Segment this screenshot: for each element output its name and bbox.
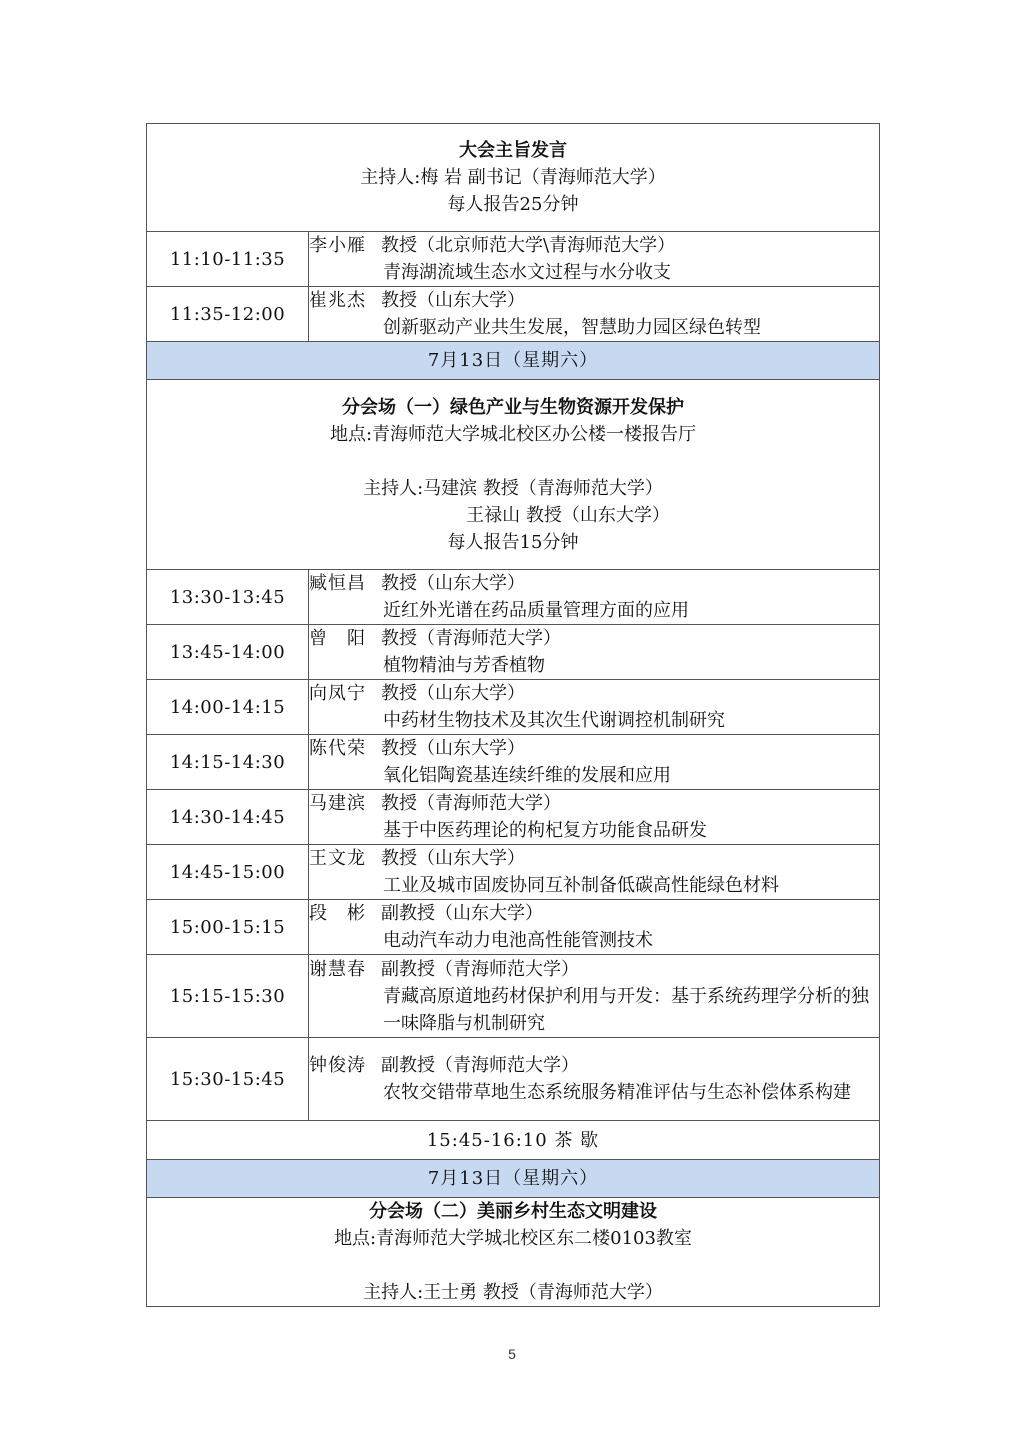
speaker-name: 马建滨 bbox=[309, 793, 366, 814]
plenary-header bbox=[147, 124, 880, 232]
session1-title: 分会场（一）绿色产业与生物资源开发保护 bbox=[342, 396, 684, 418]
talk-time: 13:45-14:00 bbox=[147, 625, 309, 680]
talk-cell bbox=[309, 625, 880, 680]
table-row bbox=[147, 845, 880, 900]
speaker-role: 教授（青海师范大学） bbox=[381, 628, 561, 649]
session1-location: 地点:青海师范大学城北校区办公楼一楼报告厅 bbox=[329, 423, 697, 445]
talk-title: 青海湖流域生态水文过程与水分收支 bbox=[383, 262, 671, 283]
speaker-role: 副教授（青海师范大学） bbox=[381, 1055, 579, 1076]
speaker-name: 钟俊涛 bbox=[309, 1055, 366, 1076]
day-header: 7月13日（星期六） bbox=[147, 1160, 880, 1198]
session1-header bbox=[147, 380, 880, 570]
speaker-name: 陈代荣 bbox=[309, 738, 366, 759]
speaker-name: 臧恒昌 bbox=[309, 573, 366, 594]
table-row bbox=[147, 735, 880, 790]
talk-cell bbox=[309, 1038, 880, 1121]
talk-cell bbox=[309, 232, 880, 287]
page-number: 5 bbox=[508, 1346, 516, 1362]
talk-cell bbox=[309, 570, 880, 625]
talk-time: 15:15-15:30 bbox=[147, 955, 309, 1038]
talk-time: 11:35-12:00 bbox=[147, 287, 309, 342]
speaker-name: 李小雁 bbox=[309, 235, 366, 256]
talk-title: 创新驱动产业共生发展，智慧助力园区绿色转型 bbox=[383, 317, 761, 338]
speaker-role: 教授（青海师范大学） bbox=[381, 793, 561, 814]
session2-title: 分会场（二）美丽乡村生态文明建设 bbox=[369, 1201, 657, 1222]
table-row bbox=[147, 900, 880, 955]
speaker-name: 谢慧春 bbox=[309, 958, 366, 980]
speaker-role: 教授（北京师范大学\青海师范大学） bbox=[381, 235, 676, 256]
break-row bbox=[147, 1121, 880, 1160]
talk-cell bbox=[309, 735, 880, 790]
table-row bbox=[147, 680, 880, 735]
speaker-name: 王文龙 bbox=[309, 848, 366, 869]
speaker-role: 副教授（山东大学） bbox=[381, 903, 543, 924]
talk-title: 电动汽车动力电池高性能管测技术 bbox=[383, 930, 653, 951]
table-row bbox=[147, 955, 880, 1038]
day-row bbox=[147, 1160, 880, 1198]
talk-title: 工业及城市固废协同互补制备低碳高性能绿色材料 bbox=[383, 875, 779, 896]
session2-header bbox=[147, 1198, 880, 1307]
talk-title: 近红外光谱在药品质量管理方面的应用 bbox=[383, 600, 689, 621]
talk-time: 14:45-15:00 bbox=[147, 845, 309, 900]
speaker-name: 段 彬 bbox=[309, 903, 366, 924]
plenary-duration: 每人报告25分钟 bbox=[447, 194, 579, 215]
speaker-role: 教授（山东大学） bbox=[381, 683, 525, 704]
tea-break: 15:45-16:10 茶 歇 bbox=[147, 1121, 880, 1160]
talk-title: 氧化铝陶瓷基连续纤维的发展和应用 bbox=[383, 765, 671, 786]
talk-time: 11:10-11:35 bbox=[147, 232, 309, 287]
session1-duration: 每人报告15分钟 bbox=[447, 531, 579, 553]
table-row bbox=[147, 790, 880, 845]
day-header: 7月13日（星期六） bbox=[147, 342, 880, 380]
talk-time: 13:30-13:45 bbox=[147, 570, 309, 625]
talk-cell bbox=[309, 790, 880, 845]
session1-host2: 王禄山 教授（山东大学） bbox=[466, 504, 670, 526]
talk-cell bbox=[309, 900, 880, 955]
talk-time: 14:30-14:45 bbox=[147, 790, 309, 845]
talk-cell bbox=[309, 955, 880, 1038]
schedule-table bbox=[146, 123, 880, 1307]
talk-title: 植物精油与芳香植物 bbox=[383, 655, 545, 676]
table-row bbox=[147, 232, 880, 287]
session2-header-row bbox=[147, 1198, 880, 1307]
talk-time: 14:15-14:30 bbox=[147, 735, 309, 790]
session1-header-row bbox=[147, 380, 880, 570]
speaker-role: 教授（山东大学） bbox=[381, 738, 525, 759]
talk-cell bbox=[309, 680, 880, 735]
plenary-header-row bbox=[147, 124, 880, 232]
talk-cell bbox=[309, 845, 880, 900]
talk-title: 中药材生物技术及其次生代谢调控机制研究 bbox=[383, 710, 725, 731]
table-row bbox=[147, 1038, 880, 1121]
table-row bbox=[147, 625, 880, 680]
speaker-name: 曾 阳 bbox=[309, 628, 366, 649]
plenary-title: 大会主旨发言 bbox=[459, 140, 567, 161]
day-row bbox=[147, 342, 880, 380]
plenary-host: 主持人:梅 岩 副书记（青海师范大学） bbox=[360, 167, 666, 188]
speaker-role: 教授（山东大学） bbox=[381, 290, 525, 311]
talk-title: 青藏高原道地药材保护利用与开发：基于系统药理学分析的独一味降脂与机制研究 bbox=[383, 985, 869, 1034]
talk-time: 15:00-15:15 bbox=[147, 900, 309, 955]
session2-location: 地点:青海师范大学城北校区东二楼0103教室 bbox=[334, 1228, 692, 1249]
talk-time: 15:30-15:45 bbox=[147, 1038, 309, 1121]
speaker-role: 教授（山东大学） bbox=[381, 573, 525, 594]
talk-title: 基于中医药理论的枸杞复方功能食品研发 bbox=[383, 820, 707, 841]
talk-cell bbox=[309, 287, 880, 342]
session1-host1: 主持人:马建滨 教授（青海师范大学） bbox=[363, 477, 663, 499]
talk-title: 农牧交错带草地生态系统服务精准评估与生态补偿体系构建 bbox=[383, 1082, 851, 1103]
speaker-role: 副教授（青海师范大学） bbox=[381, 958, 579, 980]
speaker-name: 崔兆杰 bbox=[309, 290, 366, 311]
speaker-role: 教授（山东大学） bbox=[381, 848, 525, 869]
session2-host: 主持人:王士勇 教授（青海师范大学） bbox=[363, 1282, 663, 1303]
table-row bbox=[147, 287, 880, 342]
speaker-name: 向凤宁 bbox=[309, 683, 366, 704]
table-row bbox=[147, 570, 880, 625]
talk-time: 14:00-14:15 bbox=[147, 680, 309, 735]
